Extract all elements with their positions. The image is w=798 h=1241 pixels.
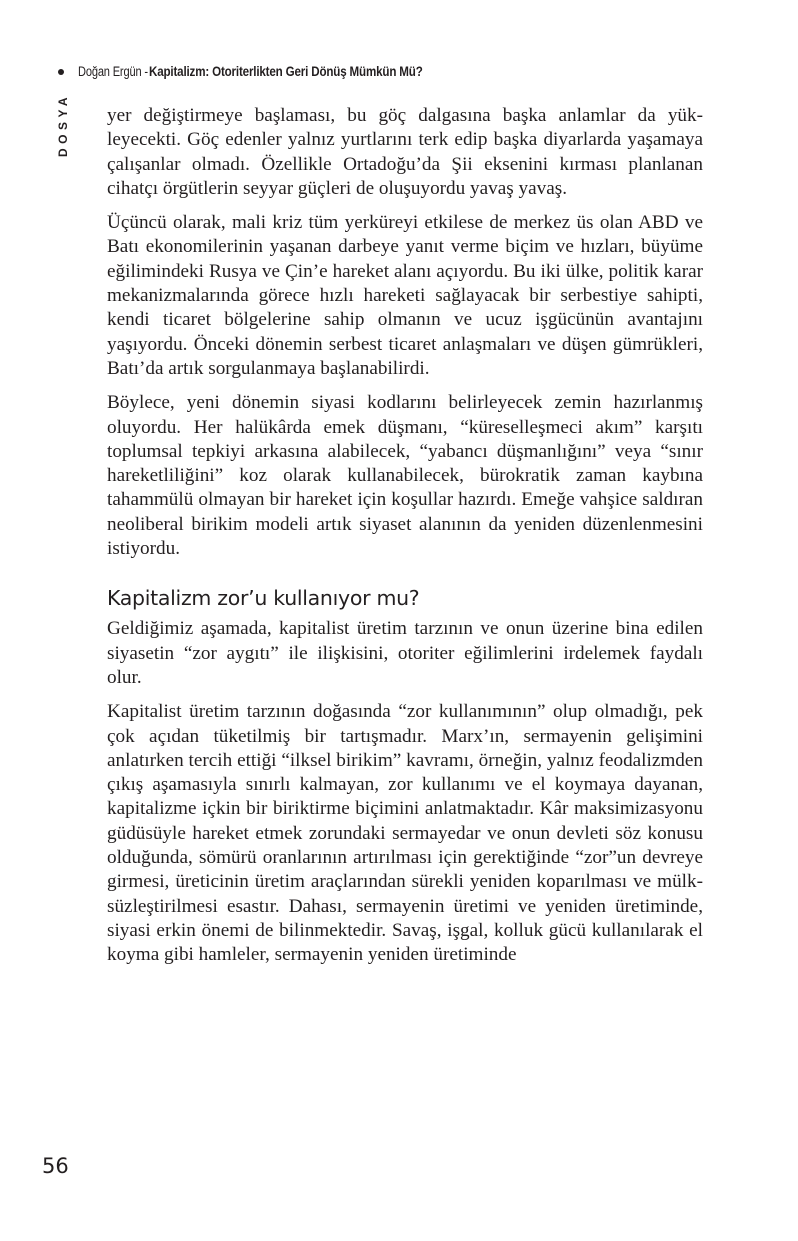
paragraph: yer değiştirmeye başlaması, bu göç dalgasına başka anlamlar da yükleyecekti. Göç edenler yalnız yurtlarını terk edip başka diyarlarda yaşamaya çalışanlar olmadı. Özellikle Ortadoğu’da Şii eksenini kırması planlanan cihatçı örgütlerin seyyar güçleri de oluşuyordu yavaş yavaş. — [107, 105, 703, 199]
paragraph: Böylece, yeni dönemin siyasi kodlarını belirleyecek zemin hazırlanmış oluyordu. Her halükârda emek düşmanı, “küreselleşmeci akım” karşıtı toplumsal tepkiyi arkasına alabilecek, “yabancı düşmanlığını” veya “sınır hareketliliğini” koz olarak kullanabilecek, bürokratik zaman kaybına tahammülü olmayan bir hareket için koşullar hazırdı. Emeğe vahşice saldıran neoliberal birikim modeli artık siyaset alanının da yeniden düzenlenmesini istiyordu. — [107, 392, 703, 560]
section-label: DOSYA — [56, 92, 70, 158]
running-head-author: Doğan Ergün - — [78, 64, 148, 79]
paragraph: Kapitalist üretim tarzının doğasında “zor kullanımının” olup olmadığı, pek çok açıdan tüketilmiş bir tartışmadır. Marx’ın, sermayenin gelişimini anlatırken tercih ettiği “ilksel birikim” kavramı, örneğin, yalnız feodalizmden çıkış aşamasıyla sınırlı kalmayan, zor kullanımı ve el koymaya dayanan, kapitalizme içkin bir biriktirme biçimini anlatmaktadır. Kâr maksimizasyonu güdüsüyle hareket etmek zorundaki sermayedar ve onun devleti söz konusu olduğunda, sömürü oranlarının artırılması için gerektiğinde “zor”un devreye girmesi, üreticinin üretim araçlarından sürekli yeniden koparılması ve mülksüzleştirilmesi esastır. Dahası, sermayenin üretimi ve yeniden üretiminde, siyasi erkin önemi de bilinmektedir. Savaş, işgal, kolluk gücü kullanılarak el koyma gibi hamleler, sermayenin yeniden üretiminde — [107, 701, 703, 966]
page-number: 56 — [42, 1154, 69, 1178]
running-head — [58, 64, 467, 79]
paragraph: Üçüncü olarak, mali kriz tüm yerküreyi etkilese de merkez üs olan ABD ve Batı ekonomilerinin yaşanan darbeye yanıt verme biçim ve hızları, büyüme eğilimindeki Rusya ve Çin’e hareket alanı açıyordu. Bu iki ülke, politik karar mekanizmalarında görece hızlı hareketi sağlayacak bir serbestiye sahipti, kendi ticaret bölgelerine sahip olmanın ve ucuz işgücünün avantajını yaşıyordu. Önceki dönemin serbest ticaret anlaşmaları ve düşen gümrükleri, Batı’da artık sorgulanmaya başlanabilirdi. — [107, 212, 703, 379]
running-head-title: Kapitalizm: Otoriterlikten Geri Dönüş Mümkün Mü? — [149, 64, 423, 79]
section-heading: Kapitalizm zor’u kullanıyor mu? — [107, 586, 420, 611]
article-body — [107, 104, 703, 978]
paragraph: Geldiğimiz aşamada, kapitalist üretim tarzının ve onun üzerine bina edilen siyasetin “zor aygıtı” ile ilişkisini, otoriter eğilimlerini irdelemek faydalı olur. — [107, 618, 703, 688]
bullet-icon — [58, 69, 64, 75]
